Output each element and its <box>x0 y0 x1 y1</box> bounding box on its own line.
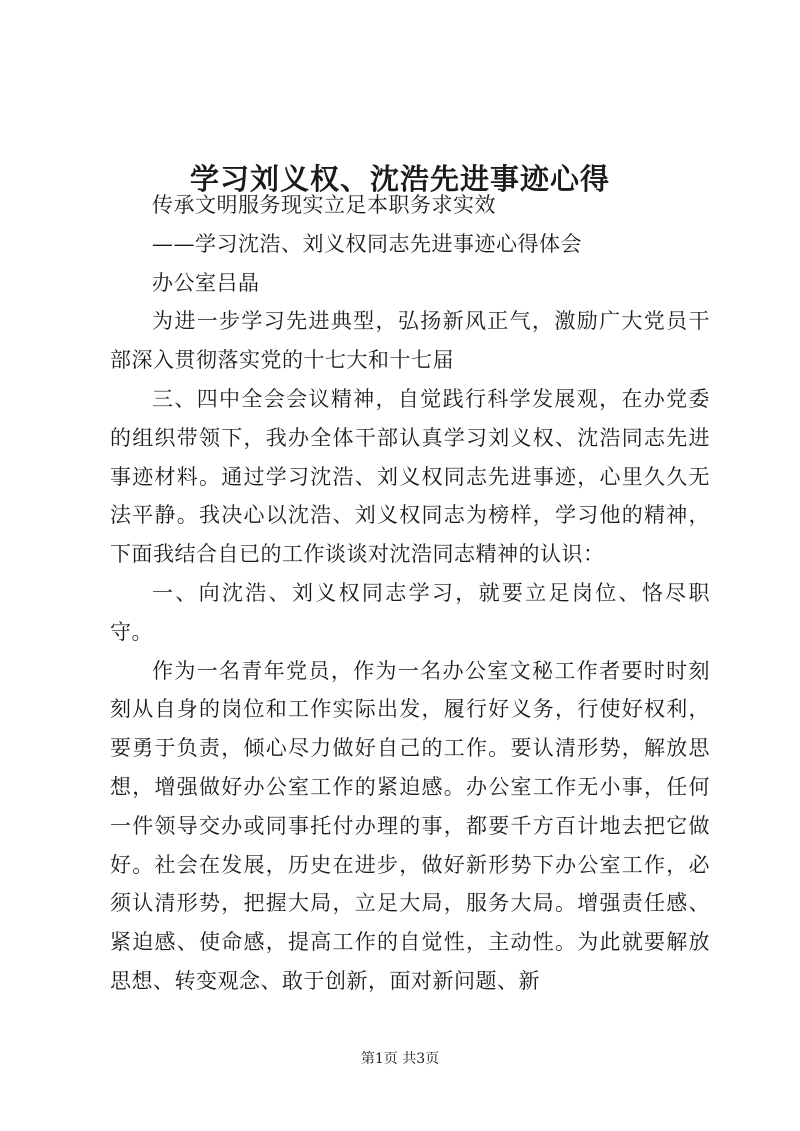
subtitle-paragraph: 传承文明服务现实立足本职务求实效 <box>152 193 496 217</box>
body-paragraph: 三、四中全会会议精神，自觉践行科学发展观，在办党委的组织带领下，我办全体干部认真学习刘义权、沈浩同志先进事迹材料。通过学习沈浩、刘义权同志先进事迹，心里久久无法平静。我决心以沈浩、刘义权同志为榜样，学习他的精神，下面我结合自已的工作谈谈对沈浩同志精神的认识： <box>110 386 710 567</box>
body-paragraph: 作为一名青年党员，作为一名办公室文秘工作者要时时刻刻从自身的岗位和工作实际出发，履行好义务，行使好权利，要勇于负责，倾心尽力做好自己的工作。要认清形势，解放思想，增强做好办公室工作的紧迫感。办公室工作无小事，任何一件领导交办或同事托付办理的事，都要千方百计地去把它做好。社会在发展，历史在进步，做好新形势下办公室工作，必须认清形势，把握大局，立足大局，服务大局。增强责任感、紧迫感、使命感，提高工作的自觉性，主动性。为此就要解放思想、转变观念、敢于创新，面对新问题、新 <box>110 658 710 993</box>
body-paragraph: 为进一步学习先进典型，弘扬新风正气，激励广大党员干部深入贯彻落实党的十七大和十七届 <box>110 309 710 373</box>
section-heading-paragraph: 一、向沈浩、刘义权同志学习，就要立足岗位、恪尽职守。 <box>110 580 710 644</box>
document-body <box>110 186 710 1001</box>
document-title: 学习刘义权、沈浩先进事迹心得 <box>189 162 610 197</box>
page-footer: 第1页 共3页 <box>360 1051 440 1067</box>
author-paragraph: 办公室吕晶 <box>152 270 260 295</box>
subtitle-paragraph: ——学习沈浩、刘义权同志先进事迹心得体会 <box>152 231 582 256</box>
